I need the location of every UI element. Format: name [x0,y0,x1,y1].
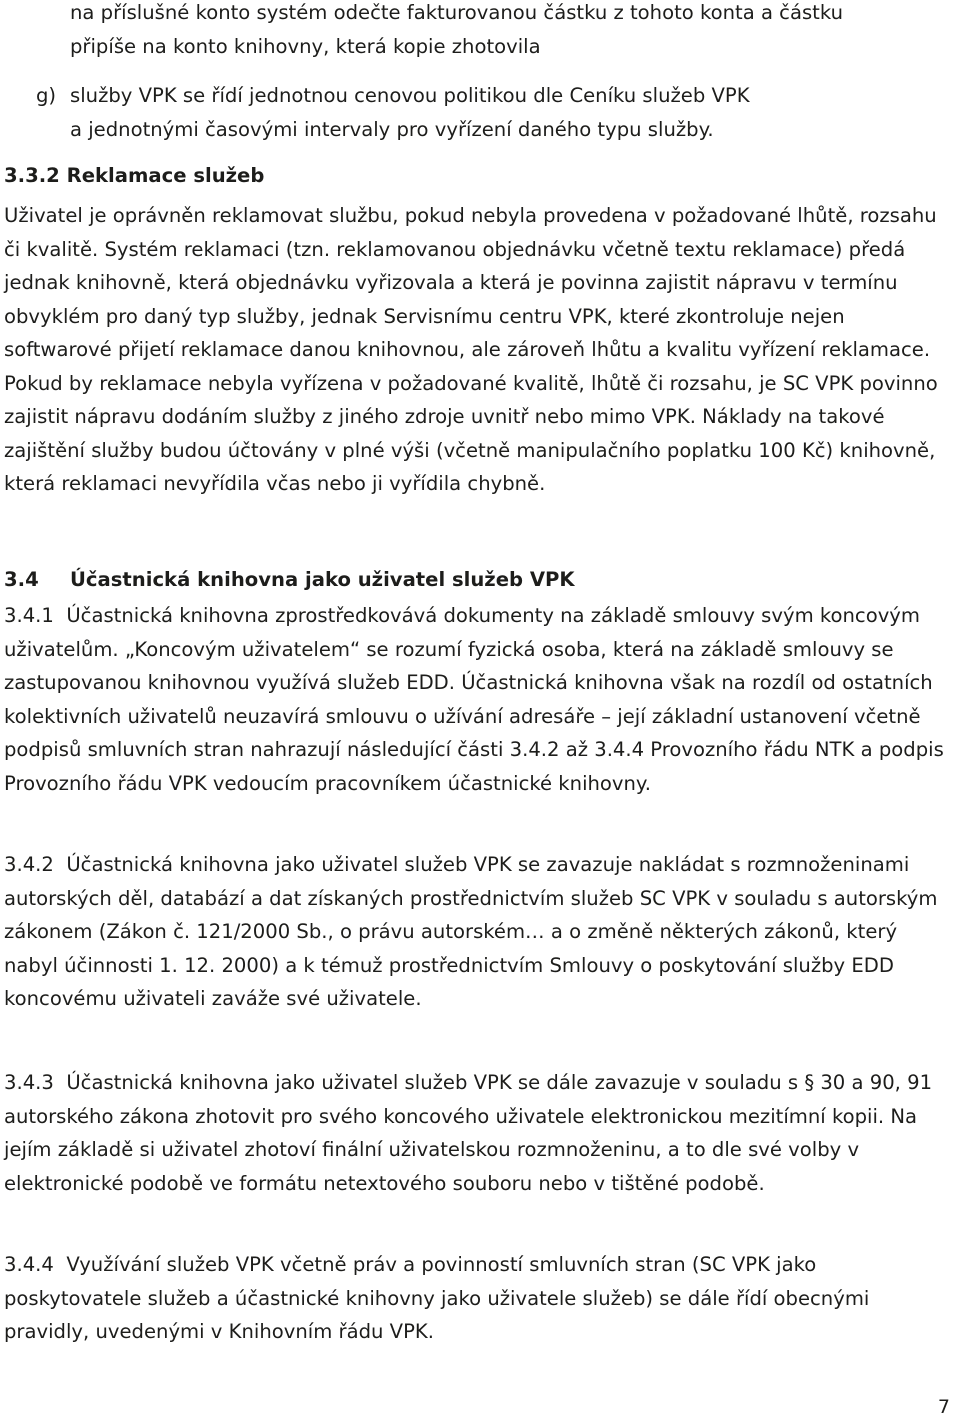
section-body-3-3-2 [4,199,944,501]
list-item-g-line-1: služby VPK se řídí jednotnou cenovou politikou dle Ceníku služeb VPK [70,84,750,107]
list-item-g [4,79,960,146]
section-heading-3-4 [4,563,944,597]
section-title-3-4: Účastnická knihovna jako uživatel služeb VPK [70,568,575,591]
section-text-3-4-2: Účastnická knihovna jako uživatel služeb VPK se zavazuje nakládat s rozmnoženinami autorských děl, databází a dat získaných prostřednictvím služeb SC VPK v souladu s autorským zákonem (Zákon č. 121/2000 Sb., o právu autorském… a o změně některých zákonů, který nabyl účinnosti 1. 12. 2000) a k témuž prostřednictvím Smlouvy o poskytování služby EDD koncovému uživateli zaváže své uživatele. [4,853,938,1010]
list-item-continuation [4,0,960,63]
page-number: 7 [937,1396,950,1418]
paragraph-3-4-3 [4,1066,944,1200]
section-heading-3-3-2 [4,159,944,193]
section-number-3-4-2: 3.4.2 [4,853,54,876]
section-heading-3-3-2-text: 3.3.2 Reklamace služeb [4,164,265,187]
paragraph-3-4-4 [4,1248,944,1349]
list-item-g-line-2: a jednotnými časovými intervaly pro vyřízení daného typu služby. [70,117,714,141]
section-text-3-4-3: Účastnická knihovna jako uživatel služeb VPK se dále zavazuje v souladu s § 30 a 90, 91 autorského zákona zhotovit pro svého koncového uživatele elektronickou mezitímní kopii. Na jejím základě si uživatel zhotoví finální uživatelskou rozmnoženinu, a to dle své volby v elektronické podobě ve formátu netextového souboru nebo v tištěné podobě. [4,1071,933,1195]
section-number-3-4-4: 3.4.4 [4,1253,54,1276]
paragraph-reklamace: Uživatel je oprávněn reklamovat službu, pokud nebyla provedena v požadované lhůtě, rozsahu či kvalitě. Systém reklamaci (tzn. reklamovanou objednávku včetně textu reklamace) předá jednak knihovně, která objednávku vyřizovala a která je povinna zajistit nápravu v termínu obvyklém pro daný typ služby, jednak Servisnímu centru VPK, které zkontroluje nejen softwarové přijetí reklamace danou knihovnou, ale zároveň lhůtu a kvalitu vyřízení reklamace. Pokud by reklamace nebyla vyřízena v požadované kvalitě, lhůtě či rozsahu, je SC VPK povinno zajistit nápravu dodáním služby z jiného zdroje uvnitř nebo mimo VPK. Náklady na takové zajištění služby budou účtovány v plné výši (včetně manipulačního poplatku 100 Kč) knihovně, která reklamaci nevyřídila včas nebo ji vyřídila chybně. [4,204,938,495]
continuation-line-1: na příslušné konto systém odečte fakturovanou částku z tohoto konta a částku [70,1,844,24]
continuation-line-2: připíše na konto knihovny, která kopie zhotovila [70,34,541,58]
section-number-3-4-1: 3.4.1 [4,604,54,627]
section-number-3-4: 3.4 [4,568,39,591]
section-3-4-2 [4,848,944,1016]
paragraph-3-4-2 [4,848,944,1016]
section-3-4-4 [4,1248,944,1349]
list-marker-g: g) [36,84,57,107]
section-text-3-4-1: Účastnická knihovna zprostředkovává dokumenty na základě smlouvy svým koncovým uživatelům. „Koncovým uživatelem“ se rozumí fyzická osoba, která na základě smlouvy se zastupovanou knihovnou využívá služeb EDD. Účastnická knihovna však na rozdíl od ostatních kolektivních uživatelů neuzavírá smlouvu o užívání adresáře – její základní ustanovení včetně podpisů smluvních stran nahrazují následující části 3.4.2 až 3.4.4 Provozního řádu NTK a podpis Provozního řádu VPK vedoucím pracovníkem účastnické knihovny. [4,604,944,795]
section-text-3-4-4: Využívání služeb VPK včetně práv a povinností smluvních stran (SC VPK jako poskytovatele služeb a účastnické knihovny jako uživatele služeb) se dále řídí obecnými pravidly, uvedenými v Knihovním řádu VPK. [4,1253,870,1343]
paragraph-3-4-1 [4,599,944,800]
section-number-3-4-3: 3.4.3 [4,1071,54,1094]
section-3-4-3 [4,1066,944,1200]
section-3-4-1 [4,599,944,800]
